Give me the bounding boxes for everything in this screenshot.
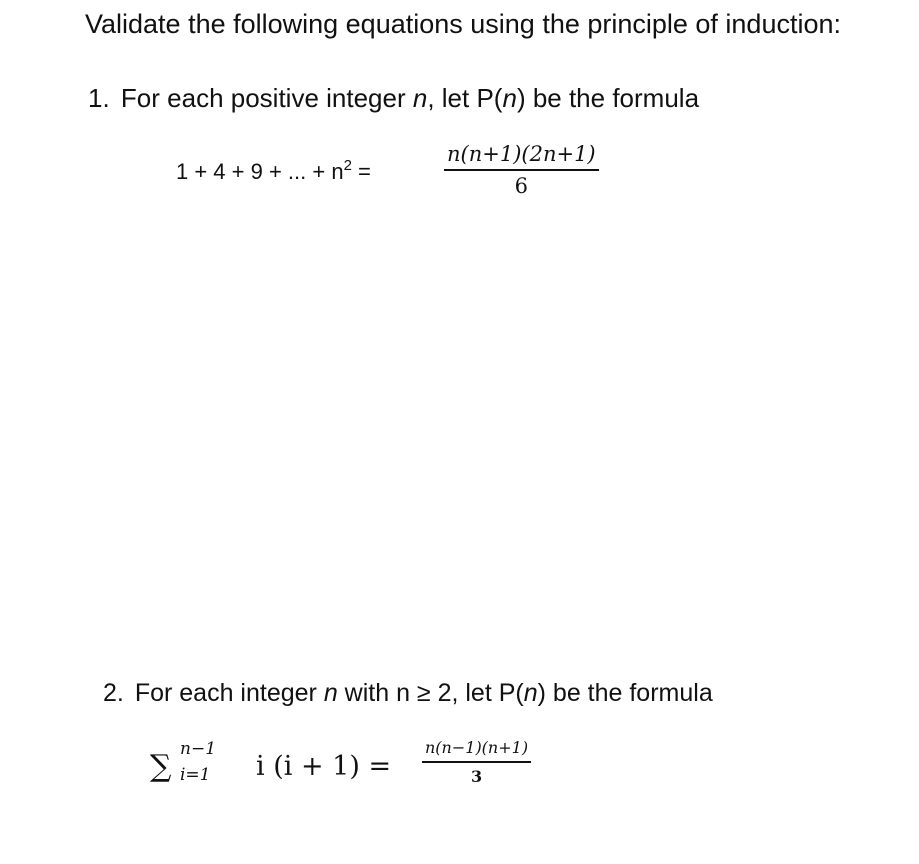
equation-1-numerator: n(n+1)(2n+1): [447, 142, 596, 166]
equation-1-sum: 1 + 4 + 9 + ... + n: [176, 159, 344, 184]
problem-1-variable: n: [412, 83, 428, 113]
problem-1-number: 1.: [88, 83, 110, 113]
problem-2-text-after: ) be the formula: [537, 679, 713, 707]
equation-1-fraction: [444, 142, 599, 197]
problem-1-statement: [88, 80, 699, 116]
problem-2-text-before: For each integer: [134, 679, 324, 707]
equation-1-equals: =: [351, 159, 371, 184]
summation-lower-limit: i=1: [180, 765, 211, 785]
equation-2-fraction: [422, 738, 531, 787]
problem-2-variable-2: n: [523, 679, 538, 707]
problem-2-variable: n: [323, 679, 338, 707]
summation-symbol: ∑: [150, 749, 172, 784]
problem-1-variable-2: n: [502, 83, 517, 113]
equation-1-left-side: [176, 158, 371, 186]
problem-1-text-before: For each positive integer: [120, 83, 413, 113]
equation-2-summand: i (i + 1) =: [256, 751, 392, 782]
problem-2-text-mid: with n ≥ 2, let P(: [337, 679, 524, 707]
problem-2-statement: [103, 675, 713, 711]
equation-1-denominator: 6: [514, 173, 528, 198]
page-heading: Validate the following equations using the principle of induction:: [85, 9, 841, 39]
equation-1-exponent: 2: [343, 157, 352, 174]
problem-1-text-mid: , let P(: [427, 83, 503, 113]
summation-upper-limit: n−1: [180, 739, 217, 759]
problem-1-text-after: ) be the formula: [516, 83, 700, 113]
problem-2-number: 2.: [103, 679, 124, 707]
equation-2-numerator: n(n−1)(n+1): [425, 738, 529, 757]
equation-2-denominator: 3: [470, 766, 483, 786]
